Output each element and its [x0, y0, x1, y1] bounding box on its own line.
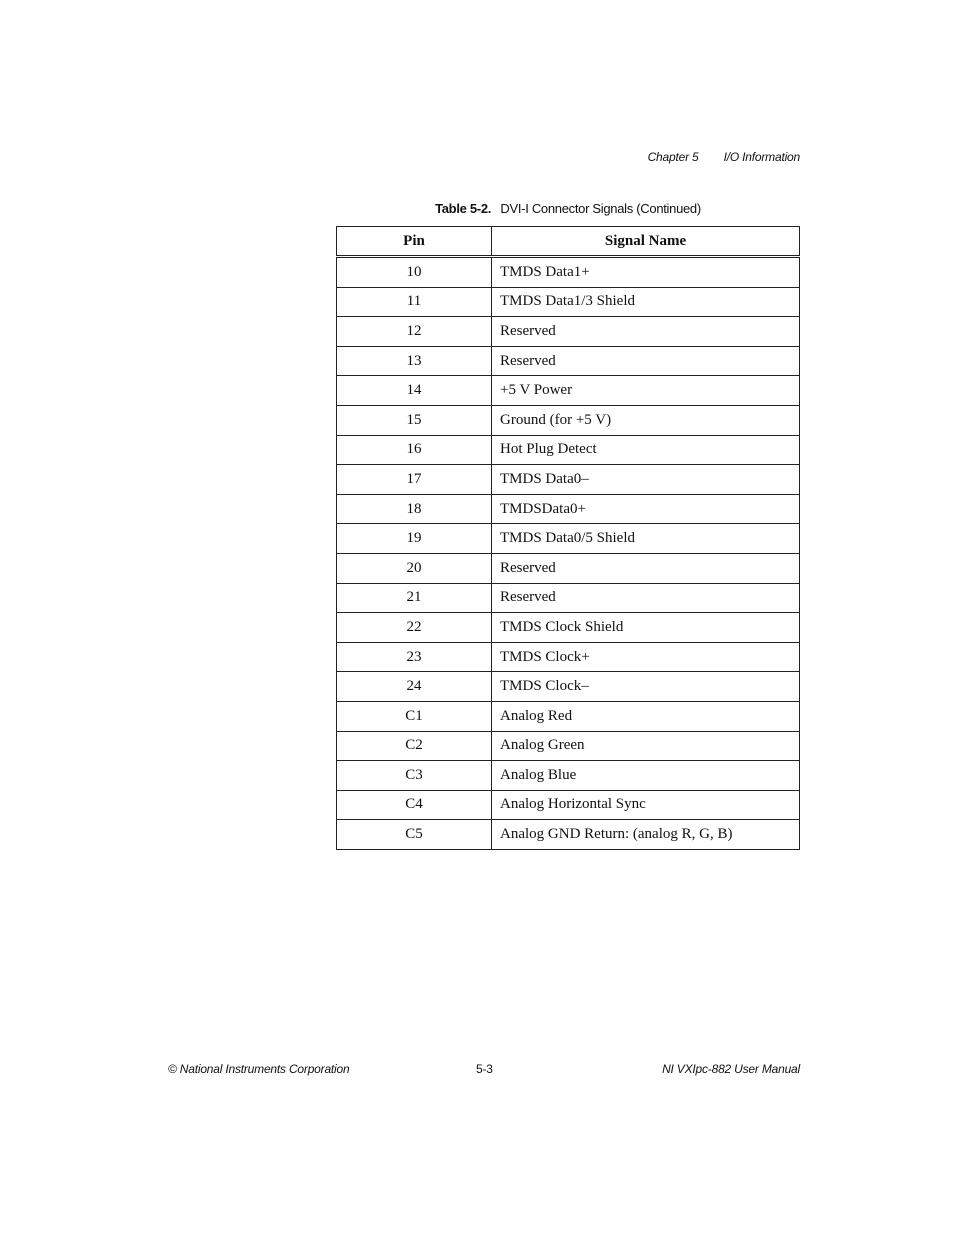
- running-header: [648, 150, 800, 164]
- table-row: [337, 613, 800, 643]
- pin-cell: 11: [337, 287, 492, 317]
- pin-cell: 12: [337, 317, 492, 347]
- table-row: [337, 317, 800, 347]
- table-row: [337, 465, 800, 495]
- pin-cell: C4: [337, 790, 492, 820]
- table-row: [337, 435, 800, 465]
- pin-cell: 19: [337, 524, 492, 554]
- pin-cell: 21: [337, 583, 492, 613]
- pin-cell: 24: [337, 672, 492, 702]
- signal-name-cell: TMDS Data0/5 Shield: [492, 524, 800, 554]
- column-header-pin: Pin: [337, 227, 492, 257]
- signal-name-cell: TMDS Clock Shield: [492, 613, 800, 643]
- signal-name-cell: Analog Blue: [492, 761, 800, 791]
- signal-name-cell: Analog Red: [492, 701, 800, 731]
- pin-cell: 17: [337, 465, 492, 495]
- footer-page-number: 5-3: [476, 1062, 493, 1076]
- table-row: [337, 346, 800, 376]
- signal-name-cell: TMDS Data1/3 Shield: [492, 287, 800, 317]
- table-row: [337, 405, 800, 435]
- table-row: [337, 494, 800, 524]
- footer-copyright: © National Instruments Corporation: [168, 1062, 350, 1076]
- signal-name-cell: TMDS Clock+: [492, 642, 800, 672]
- table-row: [337, 731, 800, 761]
- pin-cell: 15: [337, 405, 492, 435]
- header-chapter: Chapter 5: [647, 150, 699, 164]
- table-row: [337, 376, 800, 406]
- signal-name-cell: Analog Horizontal Sync: [492, 790, 800, 820]
- pin-cell: C3: [337, 761, 492, 791]
- signal-name-cell: Reserved: [492, 317, 800, 347]
- pin-cell: 10: [337, 257, 492, 288]
- footer-manual-title: NI VXIpc-882 User Manual: [662, 1062, 800, 1076]
- signal-name-cell: Reserved: [492, 346, 800, 376]
- pin-cell: C5: [337, 820, 492, 850]
- column-header-signal-name: Signal Name: [492, 227, 800, 257]
- caption-label: Table 5-2.: [435, 201, 492, 216]
- pin-cell: 18: [337, 494, 492, 524]
- table-row: [337, 287, 800, 317]
- table-row: [337, 583, 800, 613]
- signal-name-cell: TMDSData0+: [492, 494, 800, 524]
- table-caption: [336, 201, 800, 216]
- signal-name-cell: Analog Green: [492, 731, 800, 761]
- pin-cell: C2: [337, 731, 492, 761]
- signal-name-cell: Reserved: [492, 553, 800, 583]
- signal-name-cell: Hot Plug Detect: [492, 435, 800, 465]
- pin-cell: 13: [337, 346, 492, 376]
- pin-cell: 22: [337, 613, 492, 643]
- signal-name-cell: Analog GND Return: (analog R, G, B): [492, 820, 800, 850]
- pin-cell: 20: [337, 553, 492, 583]
- pin-cell: 23: [337, 642, 492, 672]
- header-section: I/O Information: [723, 150, 800, 164]
- signal-name-cell: Ground (for +5 V): [492, 405, 800, 435]
- table-row: [337, 642, 800, 672]
- caption-title: DVI-I Connector Signals (Continued): [500, 201, 701, 216]
- table-row: [337, 553, 800, 583]
- table-row: [337, 790, 800, 820]
- signal-name-cell: Reserved: [492, 583, 800, 613]
- table-header-row: [337, 227, 800, 257]
- pin-cell: 14: [337, 376, 492, 406]
- signal-name-cell: TMDS Data1+: [492, 257, 800, 288]
- table-row: [337, 820, 800, 850]
- table-row: [337, 524, 800, 554]
- signal-name-cell: +5 V Power: [492, 376, 800, 406]
- table-body: [337, 257, 800, 850]
- table-row: [337, 257, 800, 288]
- table-row: [337, 701, 800, 731]
- dvi-signal-table: [336, 226, 800, 850]
- table-row: [337, 672, 800, 702]
- table-row: [337, 761, 800, 791]
- signal-name-cell: TMDS Data0–: [492, 465, 800, 495]
- signal-name-cell: TMDS Clock–: [492, 672, 800, 702]
- pin-cell: C1: [337, 701, 492, 731]
- pin-cell: 16: [337, 435, 492, 465]
